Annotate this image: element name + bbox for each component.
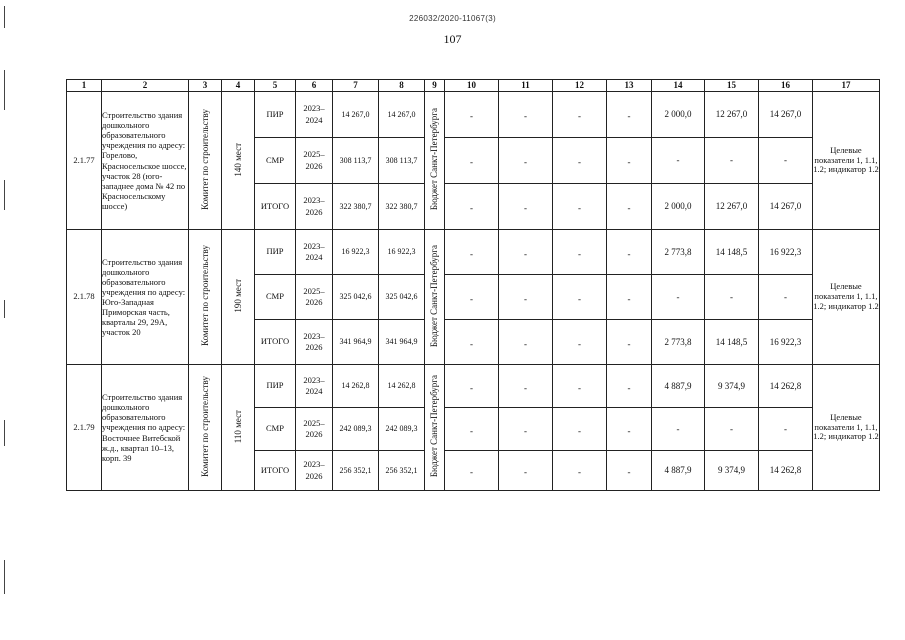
period: 2023–2026: [296, 451, 333, 491]
capacity-value: 110 мест: [232, 409, 243, 443]
period: 2023–2024: [296, 365, 333, 408]
year-value-15: -: [705, 408, 759, 451]
year-value-13: -: [607, 408, 652, 451]
budget-cost: 322 380,7: [379, 184, 425, 230]
year-value-16: -: [759, 138, 813, 184]
budget-cost: 256 352,1: [379, 451, 425, 491]
object-description: Строительство здания дошкольного образовательного учреждения по адресу: Юго-Западная Приморская часть, кварталы 29, 29А, участок 20: [102, 230, 189, 365]
project-code: 2.1.77: [67, 92, 102, 230]
funding-source-cell: [425, 365, 445, 491]
total-cost: 308 113,7: [333, 138, 379, 184]
table-row: [67, 230, 880, 275]
year-value-15: 9 374,9: [705, 451, 759, 491]
year-value-15: 12 267,0: [705, 92, 759, 138]
year-value-16: 14 262,8: [759, 451, 813, 491]
year-value-10: -: [445, 275, 499, 320]
funding-source: Бюджет Санкт-Петербурга: [429, 244, 440, 347]
funding-source-cell: [425, 230, 445, 365]
column-header-7: 7: [333, 80, 379, 92]
column-header-4: 4: [222, 80, 255, 92]
total-cost: 242 089,3: [333, 408, 379, 451]
column-header-17: 17: [813, 80, 880, 92]
column-header-5: 5: [255, 80, 296, 92]
capacity-value: 190 мест: [232, 279, 243, 313]
work-type: ИТОГО: [255, 451, 296, 491]
period: 2023–2026: [296, 184, 333, 230]
year-value-15: 14 148,5: [705, 320, 759, 365]
year-value-16: 16 922,3: [759, 320, 813, 365]
year-value-13: -: [607, 92, 652, 138]
year-value-12: -: [553, 138, 607, 184]
column-header-12: 12: [553, 80, 607, 92]
budget-cost: 14 262,8: [379, 365, 425, 408]
year-value-13: -: [607, 451, 652, 491]
year-value-10: -: [445, 451, 499, 491]
year-value-14: 4 887,9: [652, 451, 705, 491]
capacity-cell: [222, 365, 255, 491]
column-header-10: 10: [445, 80, 499, 92]
target-indicators: Целевые показатели 1, 1.1, 1.2; индикатор 1.2: [813, 230, 880, 365]
year-value-11: -: [499, 92, 553, 138]
period: 2025–2026: [296, 275, 333, 320]
year-value-13: -: [607, 184, 652, 230]
page-number: 107: [443, 32, 462, 46]
total-cost: 16 922,3: [333, 230, 379, 275]
year-value-15: 12 267,0: [705, 184, 759, 230]
year-value-11: -: [499, 184, 553, 230]
year-value-13: -: [607, 275, 652, 320]
column-header-14: 14: [652, 80, 705, 92]
year-value-11: -: [499, 408, 553, 451]
capacity-value: 140 мест: [232, 142, 243, 177]
year-value-16: 14 262,8: [759, 365, 813, 408]
year-value-16: -: [759, 408, 813, 451]
budget-cost: 14 267,0: [379, 92, 425, 138]
year-value-11: -: [499, 138, 553, 184]
customer-name: Комитет по строительству: [199, 245, 210, 347]
year-value-15: -: [705, 138, 759, 184]
column-header-3: 3: [189, 80, 222, 92]
work-type: СМР: [255, 138, 296, 184]
column-header-8: 8: [379, 80, 425, 92]
year-value-13: -: [607, 365, 652, 408]
column-header-6: 6: [296, 80, 333, 92]
work-type: СМР: [255, 275, 296, 320]
work-type: ИТОГО: [255, 184, 296, 230]
year-value-16: 14 267,0: [759, 184, 813, 230]
object-description: Строительство здания дошкольного образовательного учреждения по адресу: Горелово, Красносельское шоссе, участок 28 (юго-западнее дома № 42 по Красносельскому шоссе): [102, 92, 189, 230]
project-code: 2.1.78: [67, 230, 102, 365]
year-value-10: -: [445, 365, 499, 408]
year-value-14: 2 000,0: [652, 184, 705, 230]
year-value-10: -: [445, 138, 499, 184]
funding-source: Бюджет Санкт-Петербурга: [429, 108, 440, 211]
scan-edge-marks: [2, 0, 8, 640]
year-value-12: -: [553, 184, 607, 230]
capacity-cell: [222, 230, 255, 365]
period: 2025–2026: [296, 138, 333, 184]
customer-cell: [189, 230, 222, 365]
period: 2023–2024: [296, 92, 333, 138]
year-value-12: -: [553, 230, 607, 275]
budget-cost: 341 964,9: [379, 320, 425, 365]
customer-name: Комитет по строительству: [199, 108, 210, 210]
year-value-14: 2 000,0: [652, 92, 705, 138]
period: 2023–2024: [296, 230, 333, 275]
project-code: 2.1.79: [67, 365, 102, 491]
customer-name: Комитет по строительству: [199, 375, 210, 477]
year-value-14: 2 773,8: [652, 230, 705, 275]
year-value-10: -: [445, 230, 499, 275]
total-cost: 14 267,0: [333, 92, 379, 138]
year-value-11: -: [499, 365, 553, 408]
year-value-16: -: [759, 275, 813, 320]
funding-source: Бюджет Санкт-Петербурга: [429, 375, 440, 478]
year-value-11: -: [499, 275, 553, 320]
budget-cost: 325 042,6: [379, 275, 425, 320]
document-id: 226032/2020-11067(3): [409, 14, 496, 23]
year-value-14: 2 773,8: [652, 320, 705, 365]
work-type: ПИР: [255, 92, 296, 138]
year-value-14: 4 887,9: [652, 365, 705, 408]
budget-cost: 16 922,3: [379, 230, 425, 275]
total-cost: 325 042,6: [333, 275, 379, 320]
year-value-14: -: [652, 275, 705, 320]
work-type: ИТОГО: [255, 320, 296, 365]
year-value-10: -: [445, 184, 499, 230]
year-value-12: -: [553, 92, 607, 138]
budget-cost: 242 089,3: [379, 408, 425, 451]
year-value-10: -: [445, 320, 499, 365]
work-type: СМР: [255, 408, 296, 451]
year-value-12: -: [553, 320, 607, 365]
table-row: [67, 365, 880, 408]
period: 2025–2026: [296, 408, 333, 451]
capacity-cell: [222, 92, 255, 230]
target-indicators: Целевые показатели 1, 1.1, 1.2; индикатор 1.2: [813, 365, 880, 491]
year-value-16: 14 267,0: [759, 92, 813, 138]
year-value-12: -: [553, 408, 607, 451]
year-value-13: -: [607, 320, 652, 365]
column-header-15: 15: [705, 80, 759, 92]
period: 2023–2026: [296, 320, 333, 365]
table-row: [67, 92, 880, 138]
year-value-11: -: [499, 451, 553, 491]
total-cost: 256 352,1: [333, 451, 379, 491]
year-value-15: -: [705, 275, 759, 320]
total-cost: 322 380,7: [333, 184, 379, 230]
customer-cell: [189, 92, 222, 230]
year-value-10: -: [445, 408, 499, 451]
object-description: Строительство здания дошкольного образовательного учреждения по адресу: Восточнее Витебской ж.д., квартал 10–13, корп. 39: [102, 365, 189, 491]
year-value-14: -: [652, 408, 705, 451]
column-header-13: 13: [607, 80, 652, 92]
total-cost: 14 262,8: [333, 365, 379, 408]
year-value-12: -: [553, 275, 607, 320]
year-value-12: -: [553, 451, 607, 491]
customer-cell: [189, 365, 222, 491]
year-value-13: -: [607, 138, 652, 184]
funding-source-cell: [425, 92, 445, 230]
year-value-13: -: [607, 230, 652, 275]
program-table: [66, 79, 880, 491]
year-value-16: 16 922,3: [759, 230, 813, 275]
work-type: ПИР: [255, 365, 296, 408]
work-type: ПИР: [255, 230, 296, 275]
total-cost: 341 964,9: [333, 320, 379, 365]
header-row: [67, 80, 880, 92]
year-value-12: -: [553, 365, 607, 408]
column-header-16: 16: [759, 80, 813, 92]
year-value-15: 14 148,5: [705, 230, 759, 275]
year-value-15: 9 374,9: [705, 365, 759, 408]
column-header-9: 9: [425, 80, 445, 92]
column-header-11: 11: [499, 80, 553, 92]
year-value-14: -: [652, 138, 705, 184]
target-indicators: Целевые показатели 1, 1.1, 1.2; индикатор 1.2: [813, 92, 880, 230]
column-header-1: 1: [67, 80, 102, 92]
year-value-11: -: [499, 230, 553, 275]
budget-cost: 308 113,7: [379, 138, 425, 184]
column-header-2: 2: [102, 80, 189, 92]
year-value-10: -: [445, 92, 499, 138]
year-value-11: -: [499, 320, 553, 365]
